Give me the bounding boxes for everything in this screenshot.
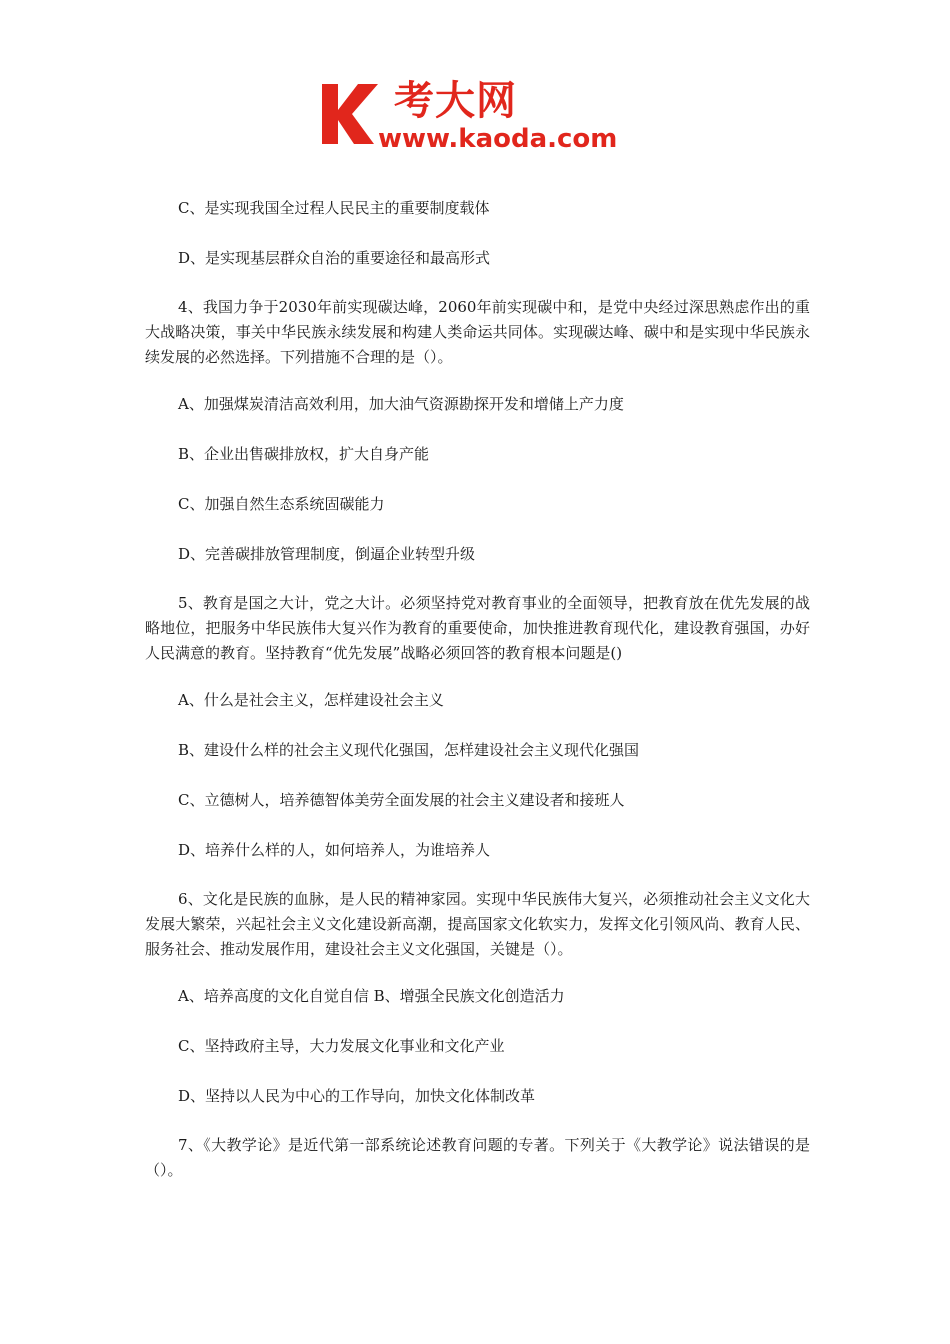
- question-paragraph: 5、教育是国之大计，党之大计。必须坚持党对教育事业的全面领导，把教育放在优先发展的战略地位，把服务中华民族伟大复兴作为教育的重要使命，加快推进教育现代化，建设教育强国，办好人民满意的教育。坚持教育“优先发展”战略必须回答的教育根本问题是(): [145, 594, 810, 662]
- logo-title: 考大网: [394, 78, 517, 124]
- option-line: C、坚持政府主导，大力发展文化事业和文化产业: [178, 1037, 505, 1055]
- option-line: B、企业出售碳排放权，扩大自身产能: [178, 445, 430, 463]
- option-line: D、完善碳排放管理制度，倒逼企业转型升级: [178, 545, 476, 563]
- option-line: C、是实现我国全过程人民民主的重要制度载体: [178, 199, 490, 217]
- option-line: B、建设什么样的社会主义现代化强国，怎样建设社会主义现代化强国: [178, 741, 640, 759]
- logo-url: www.kaoda.com: [378, 124, 618, 154]
- question-content: [145, 196, 810, 1183]
- option-line: D、培养什么样的人，如何培养人，为谁培养人: [178, 841, 491, 859]
- question-paragraph: 7、《大教学论》是近代第一部系统论述教育问题的专著。下列关于《大教学论》说法错误的是（）。: [145, 1136, 810, 1179]
- option-line: D、是实现基层群众自治的重要途径和最高形式: [178, 249, 491, 267]
- question-paragraph: 6、文化是民族的血脉，是人民的精神家园。实现中华民族伟大复兴，必须推动社会主义文化大发展大繁荣，兴起社会主义文化建设新高潮，提高国家文化软实力，发挥文化引领风尚、教育人民、服务社会、推动发展作用，建设社会主义文化强国，关键是（）。: [145, 890, 810, 958]
- kaoda-logo: [318, 78, 640, 160]
- question-paragraph: 4、我国力争于2030年前实现碳达峰，2060年前实现碳中和，是党中央经过深思熟虑作出的重大战略决策，事关中华民族永续发展和构建人类命运共同体。实现碳达峰、碳中和是实现中华民族永续发展的必然选择。下列措施不合理的是（）。: [145, 298, 810, 366]
- option-line: A、什么是社会主义，怎样建设社会主义: [178, 691, 444, 709]
- option-line: A、培养高度的文化自觉自信 B、增强全民族文化创造活力: [178, 987, 565, 1005]
- option-line: D、坚持以人民为中心的工作导向，加快文化体制改革: [178, 1087, 536, 1105]
- option-line: C、加强自然生态系统固碳能力: [178, 495, 385, 513]
- option-line: C、立德树人，培养德智体美劳全面发展的社会主义建设者和接班人: [178, 791, 625, 809]
- option-line: A、加强煤炭清洁高效利用，加大油气资源勘探开发和增储上产力度: [178, 395, 624, 413]
